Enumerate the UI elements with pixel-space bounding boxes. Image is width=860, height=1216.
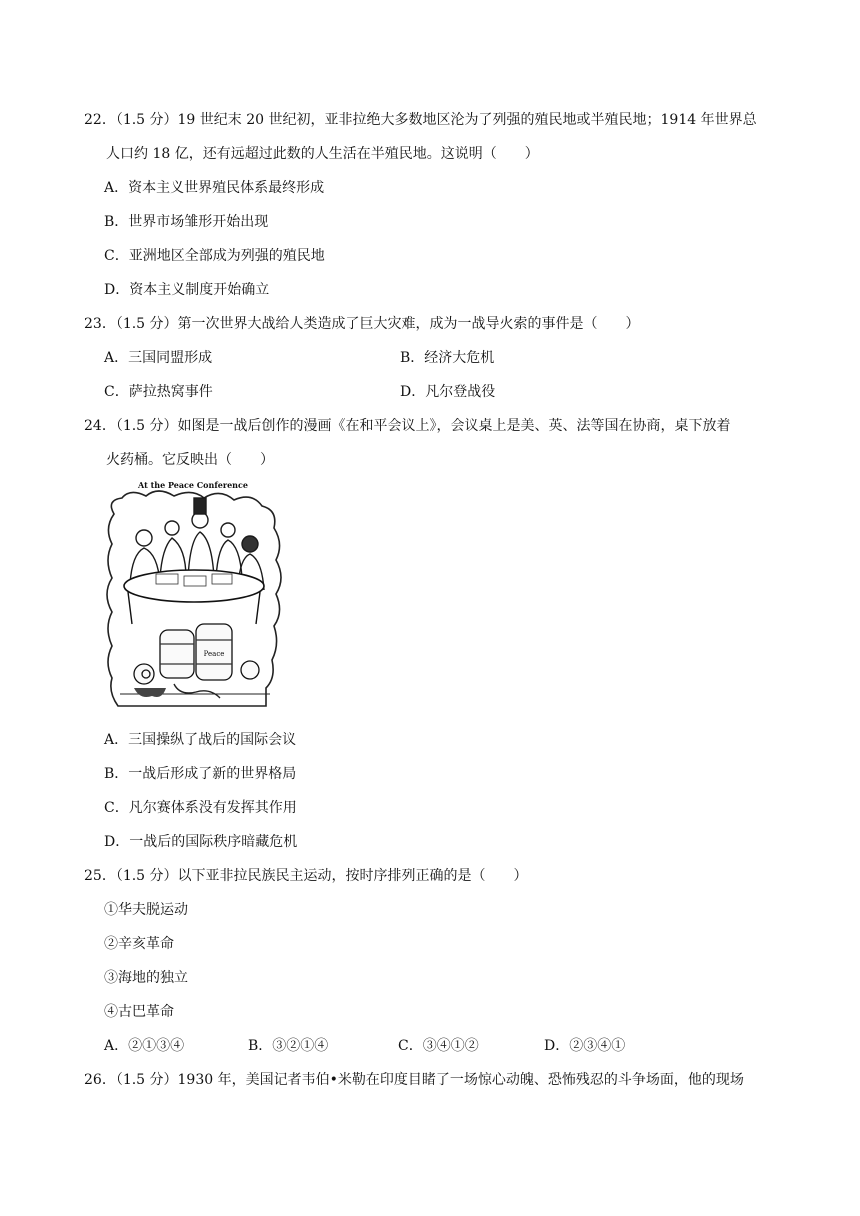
question-25-option-d: D．②③④①	[544, 1038, 626, 1054]
question-25-item-1: ①华夫脱运动	[104, 902, 188, 918]
question-23-stem: 23．（1.5 分）第一次世界大战给人类造成了巨大灾难，成为一战导火索的事件是（ ）	[84, 316, 640, 332]
question-24-stem: 24．（1.5 分）如图是一战后创作的漫画《在和平会议上》，会议桌上是美、英、法等国在协商，桌下放着	[84, 418, 731, 434]
question-25-stem: 25．（1.5 分）以下亚非拉民族民主运动，按时序排列正确的是（ ）	[84, 868, 528, 884]
question-23-option-b: B．经济大危机	[400, 350, 495, 366]
question-24-option-a: A．三国操纵了战后的国际会议	[104, 732, 297, 748]
question-24-option-b: B．一战后形成了新的世界格局	[104, 766, 297, 782]
barrel-label: Peace	[203, 650, 225, 658]
question-24-option-d: D．一战后的国际秩序暗藏危机	[104, 834, 298, 850]
question-23-option-a: A．三国同盟形成	[104, 350, 213, 366]
question-22-option-c: C．亚洲地区全部成为列强的殖民地	[104, 248, 325, 264]
question-23-option-c: C．萨拉热窝事件	[104, 384, 213, 400]
question-25-item-4: ④古巴革命	[104, 1004, 174, 1020]
question-22-stem: 22．（1.5 分）19 世纪末 20 世纪初，亚非拉绝大多数地区沦为了列强的殖民地或半殖民地；1914 年世界总	[84, 112, 757, 128]
cartoon-title: At the Peace Conference	[138, 480, 248, 490]
question-25-item-2: ②辛亥革命	[104, 936, 174, 952]
question-25-item-3: ③海地的独立	[104, 970, 188, 986]
question-22-stem-cont: 人口约 18 亿，还有远超过此数的人生活在半殖民地。这说明（ ）	[106, 146, 539, 162]
question-22-option-a: A．资本主义世界殖民体系最终形成	[104, 180, 325, 196]
question-26-stem: 26．（1.5 分）1930 年，美国记者韦伯•米勒在印度目睹了一场惊心动魄、恐怖残忍的斗争场面，他的现场	[84, 1072, 744, 1088]
question-25-option-b: B．③②①④	[248, 1038, 329, 1054]
question-25-option-a: A．②①③④	[104, 1038, 185, 1054]
question-22-option-b: B．世界市场雏形开始出现	[104, 214, 269, 230]
question-23-option-d: D．凡尔登战役	[400, 384, 496, 400]
question-24-option-c: C．凡尔赛体系没有发挥其作用	[104, 800, 297, 816]
question-24-stem-cont: 火药桶。它反映出（ ）	[106, 452, 274, 468]
question-25-option-c: C．③④①②	[398, 1038, 479, 1054]
peace-conference-cartoon	[100, 474, 286, 714]
question-22-option-d: D．资本主义制度开始确立	[104, 282, 270, 298]
